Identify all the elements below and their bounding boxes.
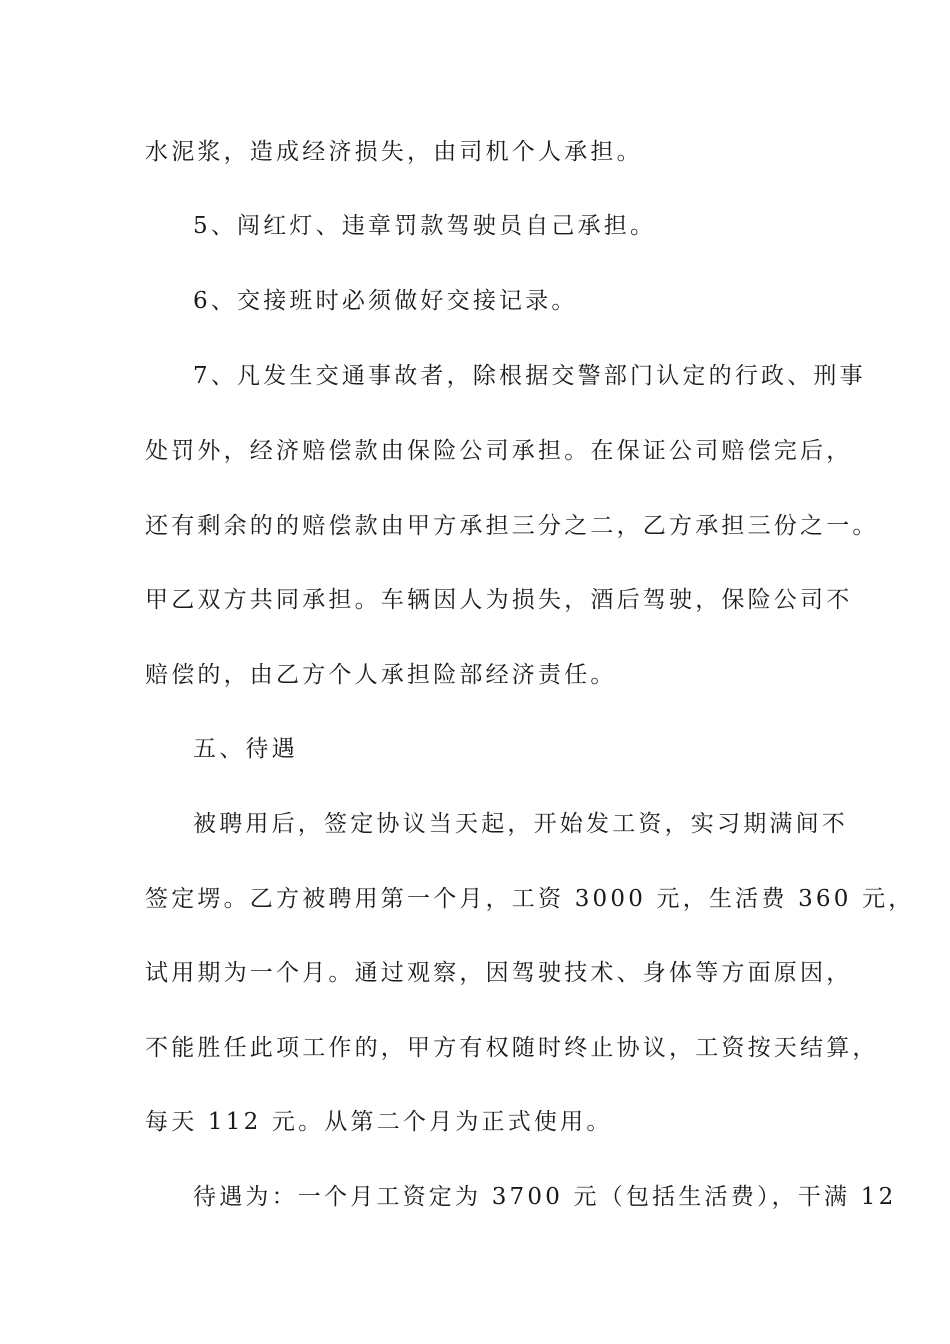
- text-line-6: 还有剩余的的赔偿款由甲方承担三分之二，乙方承担三份之一。: [145, 513, 879, 539]
- text-line-14: 每天 112 元。从第二个月为正式使用。: [145, 1109, 613, 1135]
- text-line-13: 不能胜任此项工作的，甲方有权随时终止协议，工资按天结算，: [145, 1035, 879, 1061]
- text-line-5: 处罚外，经济赔偿款由保险公司承担。在保证公司赔偿完后，: [145, 438, 853, 464]
- text-line-12: 试用期为一个月。通过观察，因驾驶技术、身体等方面原因，: [145, 960, 853, 986]
- text-line-11: 签定塄。乙方被聘用第一个月，工资 3000 元，生活费 360 元，: [145, 886, 915, 912]
- text-line-15: 待遇为：一个月工资定为 3700 元（包括生活费），干满 12: [193, 1184, 897, 1210]
- text-line-1: 水泥浆，造成经济损失，由司机个人承担。: [145, 139, 643, 165]
- text-line-2: 5、闯红灯、违章罚款驾驶员自己承担。: [193, 213, 657, 239]
- text-line-3: 6、交接班时必须做好交接记录。: [193, 288, 578, 314]
- text-line-7: 甲乙双方共同承担。车辆因人为损失，酒后驾驶，保险公司不: [145, 587, 853, 613]
- text-line-10: 被聘用后，签定协议当天起，开始发工资，实习期满间不: [193, 811, 848, 837]
- section-heading: 五、待遇: [193, 736, 298, 762]
- text-line-4: 7、凡发生交通事故者，除根据交警部门认定的行政、刑事: [193, 363, 866, 389]
- text-line-8: 赔偿的，由乙方个人承担险部经济责任。: [145, 662, 617, 688]
